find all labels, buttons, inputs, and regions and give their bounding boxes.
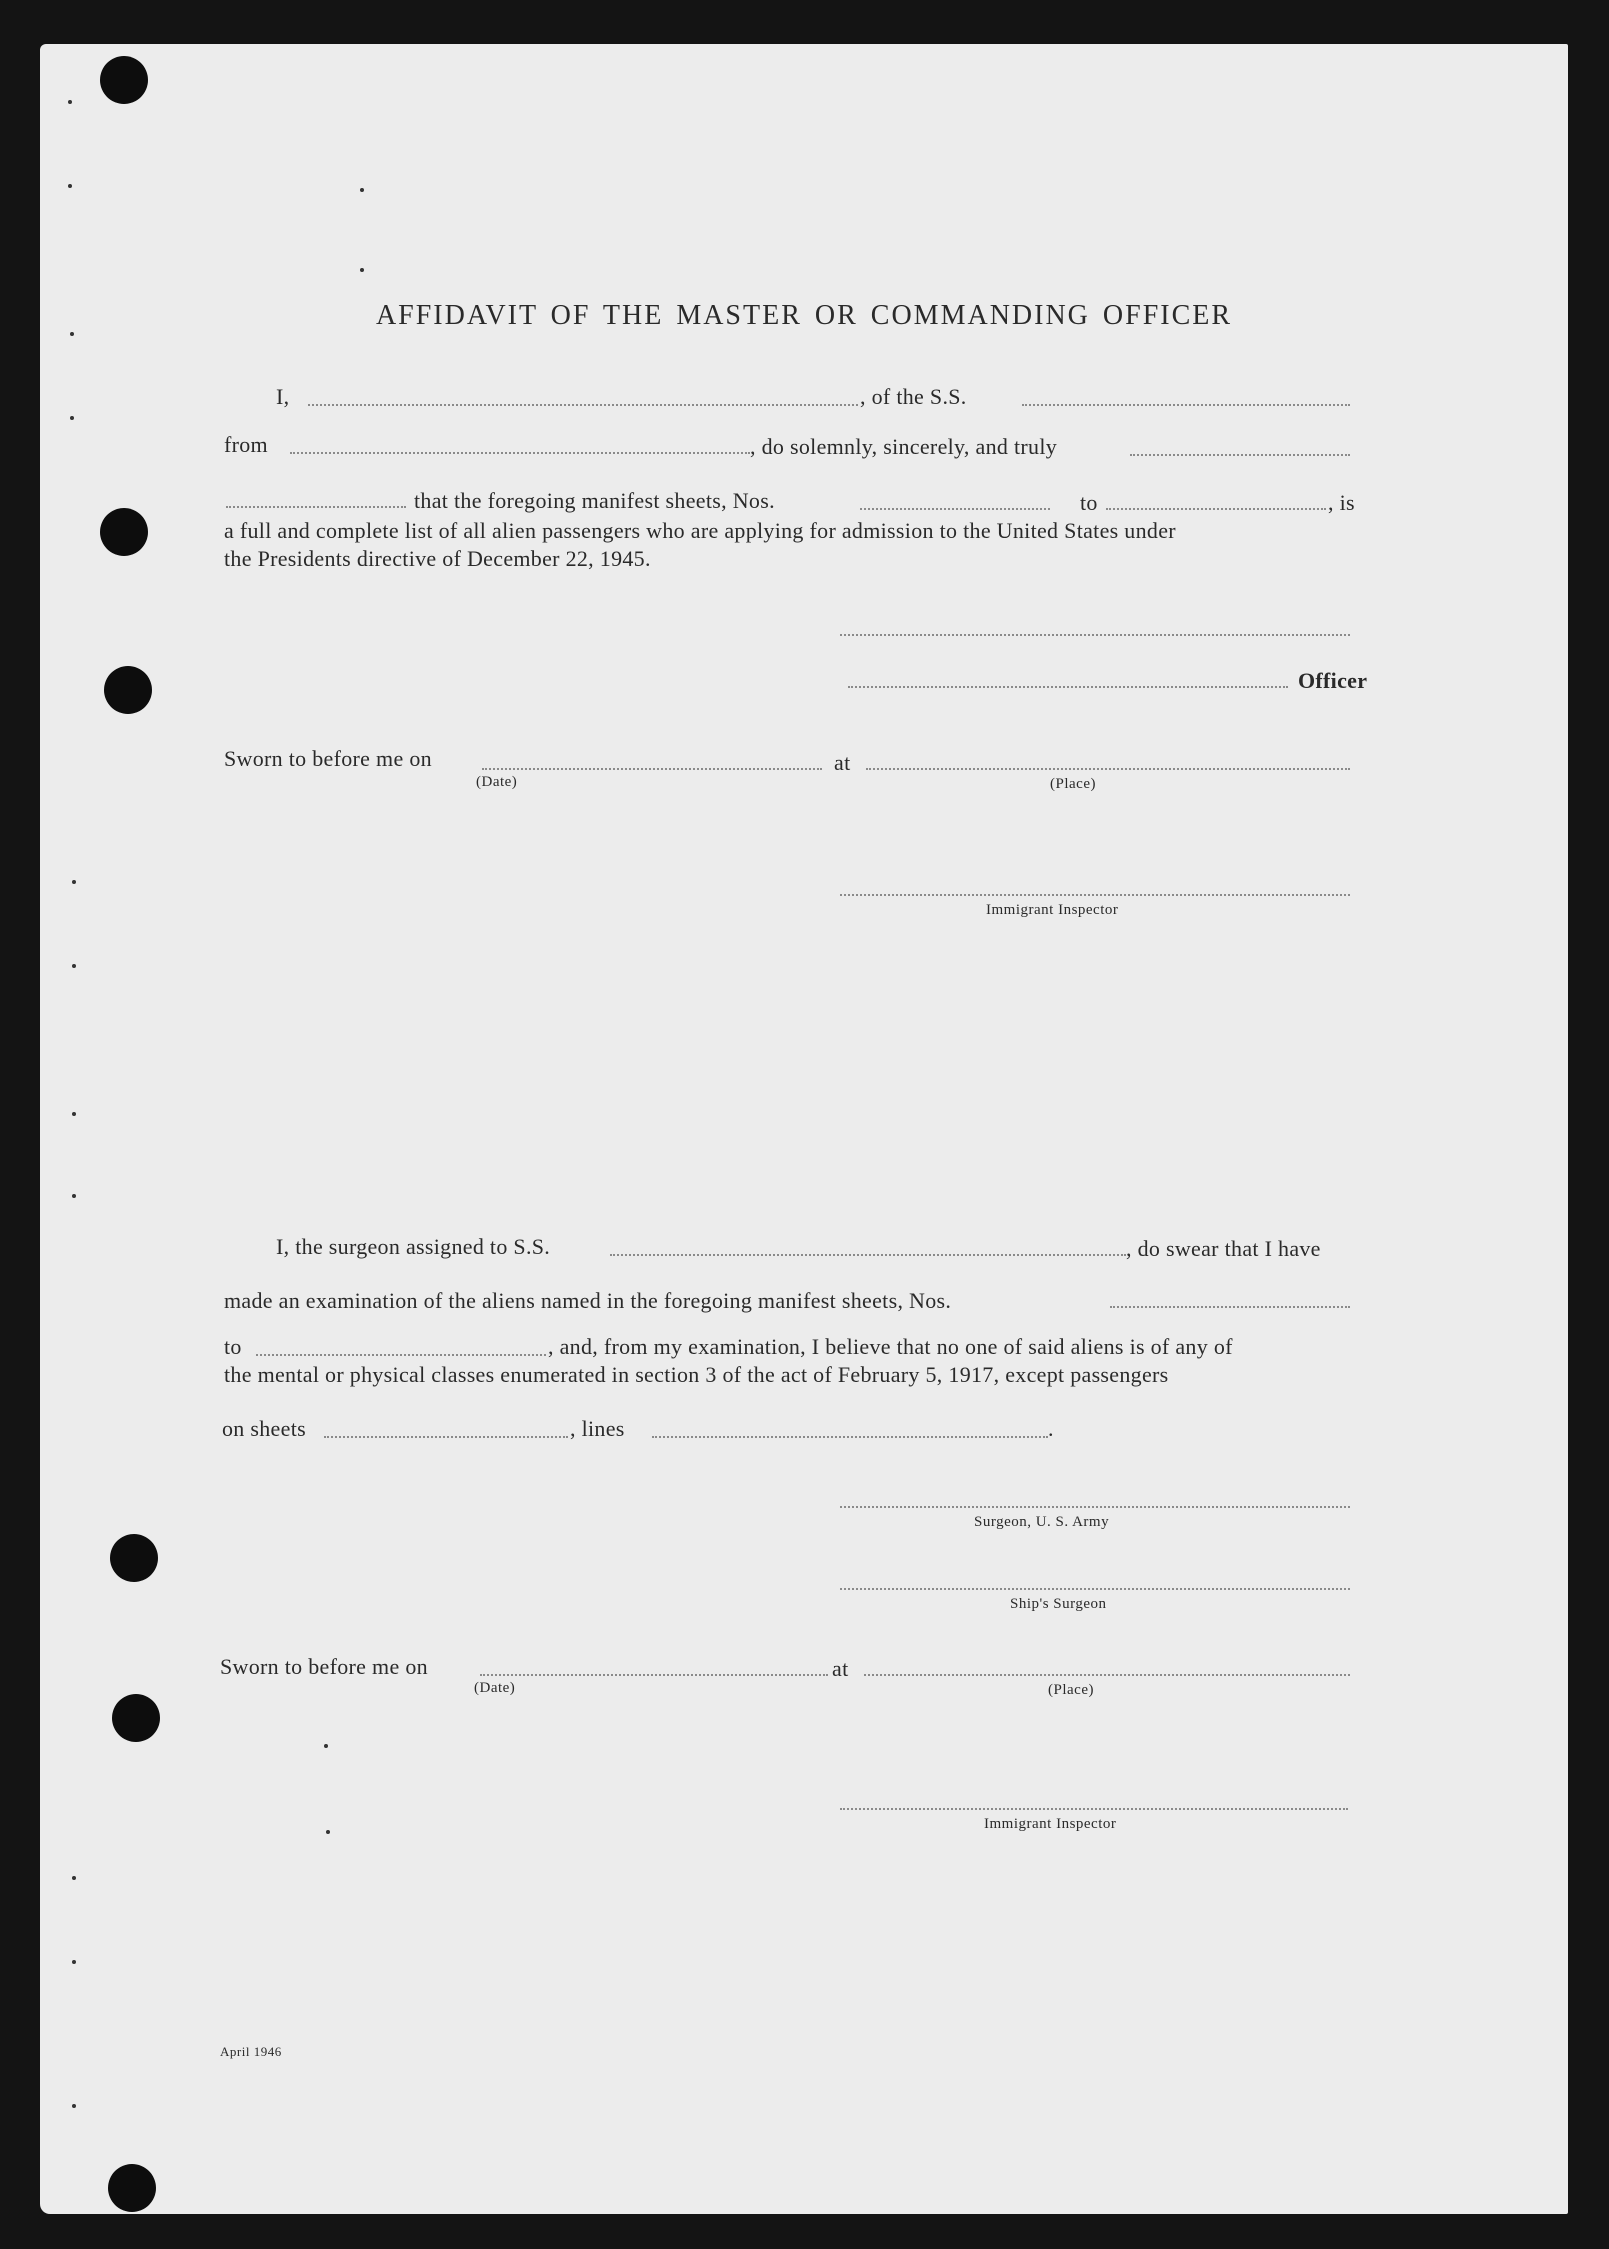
master-signature-field[interactable] — [840, 634, 1350, 636]
speck — [68, 100, 72, 104]
master-to-label: to — [1080, 490, 1098, 515]
master-sworn-text: Sworn to before me on — [224, 746, 432, 771]
surgeon-inspector-label: Immigrant Inspector — [984, 1816, 1117, 1832]
ship-surgeon-label: Ship's Surgeon — [1010, 1596, 1107, 1612]
master-place-label: (Place) — [1050, 776, 1096, 792]
master-ss-label: , of the S.S. — [860, 384, 967, 409]
surgeon-at-label: at — [832, 1656, 849, 1681]
surgeon-inspector-signature-field[interactable] — [840, 1808, 1348, 1810]
surgeon-sheets-label: on sheets — [222, 1416, 306, 1441]
master-i-label: I, — [276, 384, 290, 409]
master-manifest-text: that the foregoing manifest sheets, Nos. — [414, 488, 775, 513]
form-date-footer: April 1946 — [220, 2044, 282, 2059]
surgeon-date-field[interactable] — [480, 1674, 828, 1676]
surgeon-sworn-text: Sworn to before me on — [220, 1654, 428, 1679]
army-surgeon-signature-field[interactable] — [840, 1506, 1350, 1508]
surgeon-place-label: (Place) — [1048, 1682, 1094, 1698]
master-date-field[interactable] — [482, 768, 822, 770]
master-inspector-signature-field[interactable] — [840, 894, 1350, 896]
surgeon-line5-end: . — [1048, 1416, 1054, 1441]
speck — [70, 416, 74, 420]
speck — [70, 332, 74, 336]
master-from-field[interactable] — [290, 452, 750, 454]
speck — [72, 2104, 76, 2108]
surgeon-lines-field[interactable] — [652, 1436, 1048, 1438]
master-inspector-label: Immigrant Inspector — [986, 902, 1119, 918]
officer-label: Officer — [1298, 668, 1368, 693]
surgeon-line1-start: I, the surgeon assigned to S.S. — [276, 1234, 551, 1259]
speck — [326, 1830, 330, 1834]
speck — [72, 1876, 76, 1880]
speck — [72, 880, 76, 884]
surgeon-sheets-field[interactable] — [324, 1436, 568, 1438]
master-oath-field-2[interactable] — [226, 506, 406, 508]
form-title: AFFIDAVIT OF THE MASTER OR COMMANDING OFFICER — [375, 300, 1233, 331]
speck — [360, 268, 364, 272]
army-surgeon-label: Surgeon, U. S. Army — [974, 1514, 1110, 1530]
surgeon-place-field[interactable] — [864, 1674, 1350, 1676]
master-name-field[interactable] — [308, 404, 858, 406]
speck — [68, 184, 72, 188]
punch-hole-5 — [112, 1694, 160, 1742]
surgeon-date-label: (Date) — [474, 1680, 516, 1696]
master-oath-field[interactable] — [1130, 454, 1350, 456]
surgeon-nos-to-field[interactable] — [256, 1354, 546, 1356]
officer-signature-field[interactable] — [848, 686, 1288, 688]
surgeon-lines-label: , lines — [570, 1416, 625, 1441]
speck — [72, 964, 76, 968]
speck — [324, 1744, 328, 1748]
master-date-label: (Date) — [476, 774, 518, 790]
master-swear-text: , do solemnly, sincerely, and truly — [750, 434, 1058, 459]
punch-hole-6 — [108, 2164, 156, 2212]
surgeon-line2: made an examination of the aliens named in the foregoing manifest sheets, Nos. — [224, 1288, 952, 1313]
surgeon-line4: the mental or physical classes enumerated in section 3 of the act of February 5, 1917, except passengers — [224, 1362, 1169, 1387]
surgeon-to-label: to — [224, 1334, 242, 1359]
surgeon-ship-field[interactable] — [610, 1254, 1126, 1256]
master-at-label: at — [834, 750, 851, 775]
master-place-field[interactable] — [866, 768, 1350, 770]
speck — [72, 1194, 76, 1198]
master-paragraph-line4: a full and complete list of all alien passengers who are applying for admission to the United States under — [224, 518, 1176, 543]
speck — [72, 1960, 76, 1964]
punch-hole-4 — [110, 1534, 158, 1582]
form-page — [40, 44, 1568, 2214]
surgeon-line3-rest: , and, from my examination, I believe that no one of said aliens is of any of — [548, 1334, 1233, 1359]
punch-hole-1 — [100, 56, 148, 104]
master-is-label: , is — [1328, 490, 1355, 515]
ship-surgeon-signature-field[interactable] — [840, 1588, 1350, 1590]
master-ship-field[interactable] — [1022, 404, 1350, 406]
surgeon-line1-end: , do swear that I have — [1126, 1236, 1321, 1261]
master-nos-to-field[interactable] — [1106, 508, 1326, 510]
master-from-label: from — [224, 432, 268, 457]
punch-hole-2 — [100, 508, 148, 556]
punch-hole-3 — [104, 666, 152, 714]
speck — [360, 188, 364, 192]
master-nos-from-field[interactable] — [860, 508, 1050, 510]
surgeon-nos-from-field[interactable] — [1110, 1306, 1350, 1308]
master-paragraph-line5: the Presidents directive of December 22, 1945. — [224, 546, 651, 571]
speck — [72, 1112, 76, 1116]
